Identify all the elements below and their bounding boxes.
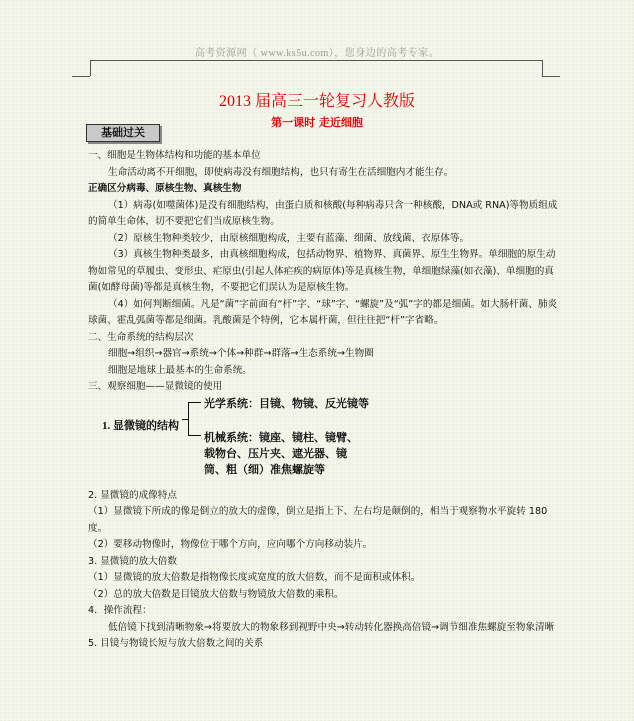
- paragraph-virus: （1）病毒(如噬菌体)是没有细胞结构，由蛋白质和核酸(每种病毒只含一种核酸，DNA或 RNA)等物质组成的简单生命体，切不要把它们当成原核生物。: [88, 199, 558, 227]
- header-corner-left: [90, 60, 91, 76]
- paragraph: 生命活动离不开细胞，即使病毒没有细胞结构，也只有寄生在活细胞内才能生存。: [108, 166, 454, 178]
- header-rule: [90, 60, 542, 61]
- paragraph-basic-system: 细胞是地球上最基本的生命系统。: [108, 364, 252, 376]
- doc-subtitle: 第一课时 走近细胞: [271, 116, 363, 129]
- header-margin-right: [542, 76, 560, 77]
- paragraph-hierarchy: 细胞→组织→器官→系统→个体→种群→群落→生态系统→生物圈: [108, 348, 374, 359]
- section-badge: 基础过关: [86, 124, 160, 142]
- paragraph-eukaryote: （3）真核生物种类最多，由真核细胞构成，包括动物界、植物界、真菌界、原生生物界。单细胞的原生动物如常见的草履虫、变形虫、疟原虫(引起人体疟疾的病原体)等是真核生物，单细胞绿藻(如衣藻)、单细胞的真菌(如酵母菌)等都是真核生物，不要把它们误认为是原核生物。: [88, 249, 556, 293]
- paragraph-magnification-2: （2）总的放大倍数是目镜放大倍数与物镜放大倍数的乘积。: [88, 588, 344, 600]
- header-margin-left: [72, 76, 90, 77]
- doc-title: 2013 届高三一轮复习人教版: [218, 93, 415, 110]
- heading-life-system: 二、生命系统的结构层次: [88, 331, 194, 343]
- heading-magnification: 3. 显微镜的放大倍数: [88, 555, 177, 567]
- paragraph-prokaryote: （2）原核生物种类较少，由原核细胞构成，主要有蓝藻、细菌、放线菌、衣原体等。: [108, 232, 470, 244]
- paragraph-magnification-1: （1）显微镜的放大倍数是指物像长度或宽度的放大倍数，而不是面积或体积。: [88, 572, 421, 583]
- paragraph-bacteria: （4）如何判断细菌。凡是“菌”字前面有“杆”字、“球”字、“螺旋”及“弧”字的都是细菌。如大肠杆菌、肺炎球菌、霍乱弧菌等都是细菌。乳酸菌是个特例，它本属杆菌，但往往把“杆”字省略。: [88, 298, 558, 326]
- microscope-structure-diagram: [88, 398, 558, 488]
- header-source: 高考资源网（ www.ks5u.com），您身边的高考专家。: [194, 48, 440, 59]
- paragraph-imaging-2: （2）要移动物像时，物像位于哪个方向，应向哪个方向移动装片。: [88, 539, 373, 550]
- heading-cell-unit: 一、细胞是生物体结构和功能的基本单位: [88, 150, 261, 161]
- heading-procedure: 4．操作流程：: [88, 605, 152, 616]
- paragraph-imaging-1: （1）显微镜下所成的像是倒立的放大的虚像，倒立是指上下、左右均是颠倒的，相当于观察物水平旋转 180 度。: [88, 506, 548, 534]
- header-corner-right: [542, 60, 543, 76]
- heading-lens-relation: 5. 目镜与物镜长短与放大倍数之间的关系: [88, 638, 264, 649]
- document-body: [88, 148, 558, 653]
- paragraph-procedure: 低倍镜下找到清晰物象→将要放大的物象移到视野中央→转动转化器换高倍镜→调节细准焦螺旋至物象清晰: [108, 621, 555, 633]
- bracket: [188, 402, 201, 436]
- diagram-optical: 光学系统：目镜、物镜、反光镜等: [204, 397, 369, 410]
- diagram-mechanical: 机械系统：镜座、镜柱、镜臂、载物台、压片夹、遮光器、镜筒、粗（细）准焦螺旋等: [204, 431, 358, 476]
- heading-microscope: 三、观察细胞——显微镜的使用: [88, 381, 223, 392]
- heading-classify: 正确区分病毒、原核生物、真核生物: [88, 183, 242, 194]
- heading-imaging: 2. 显微镜的成像特点: [88, 489, 177, 501]
- diagram-label: 1. 显微镜的结构: [102, 419, 179, 432]
